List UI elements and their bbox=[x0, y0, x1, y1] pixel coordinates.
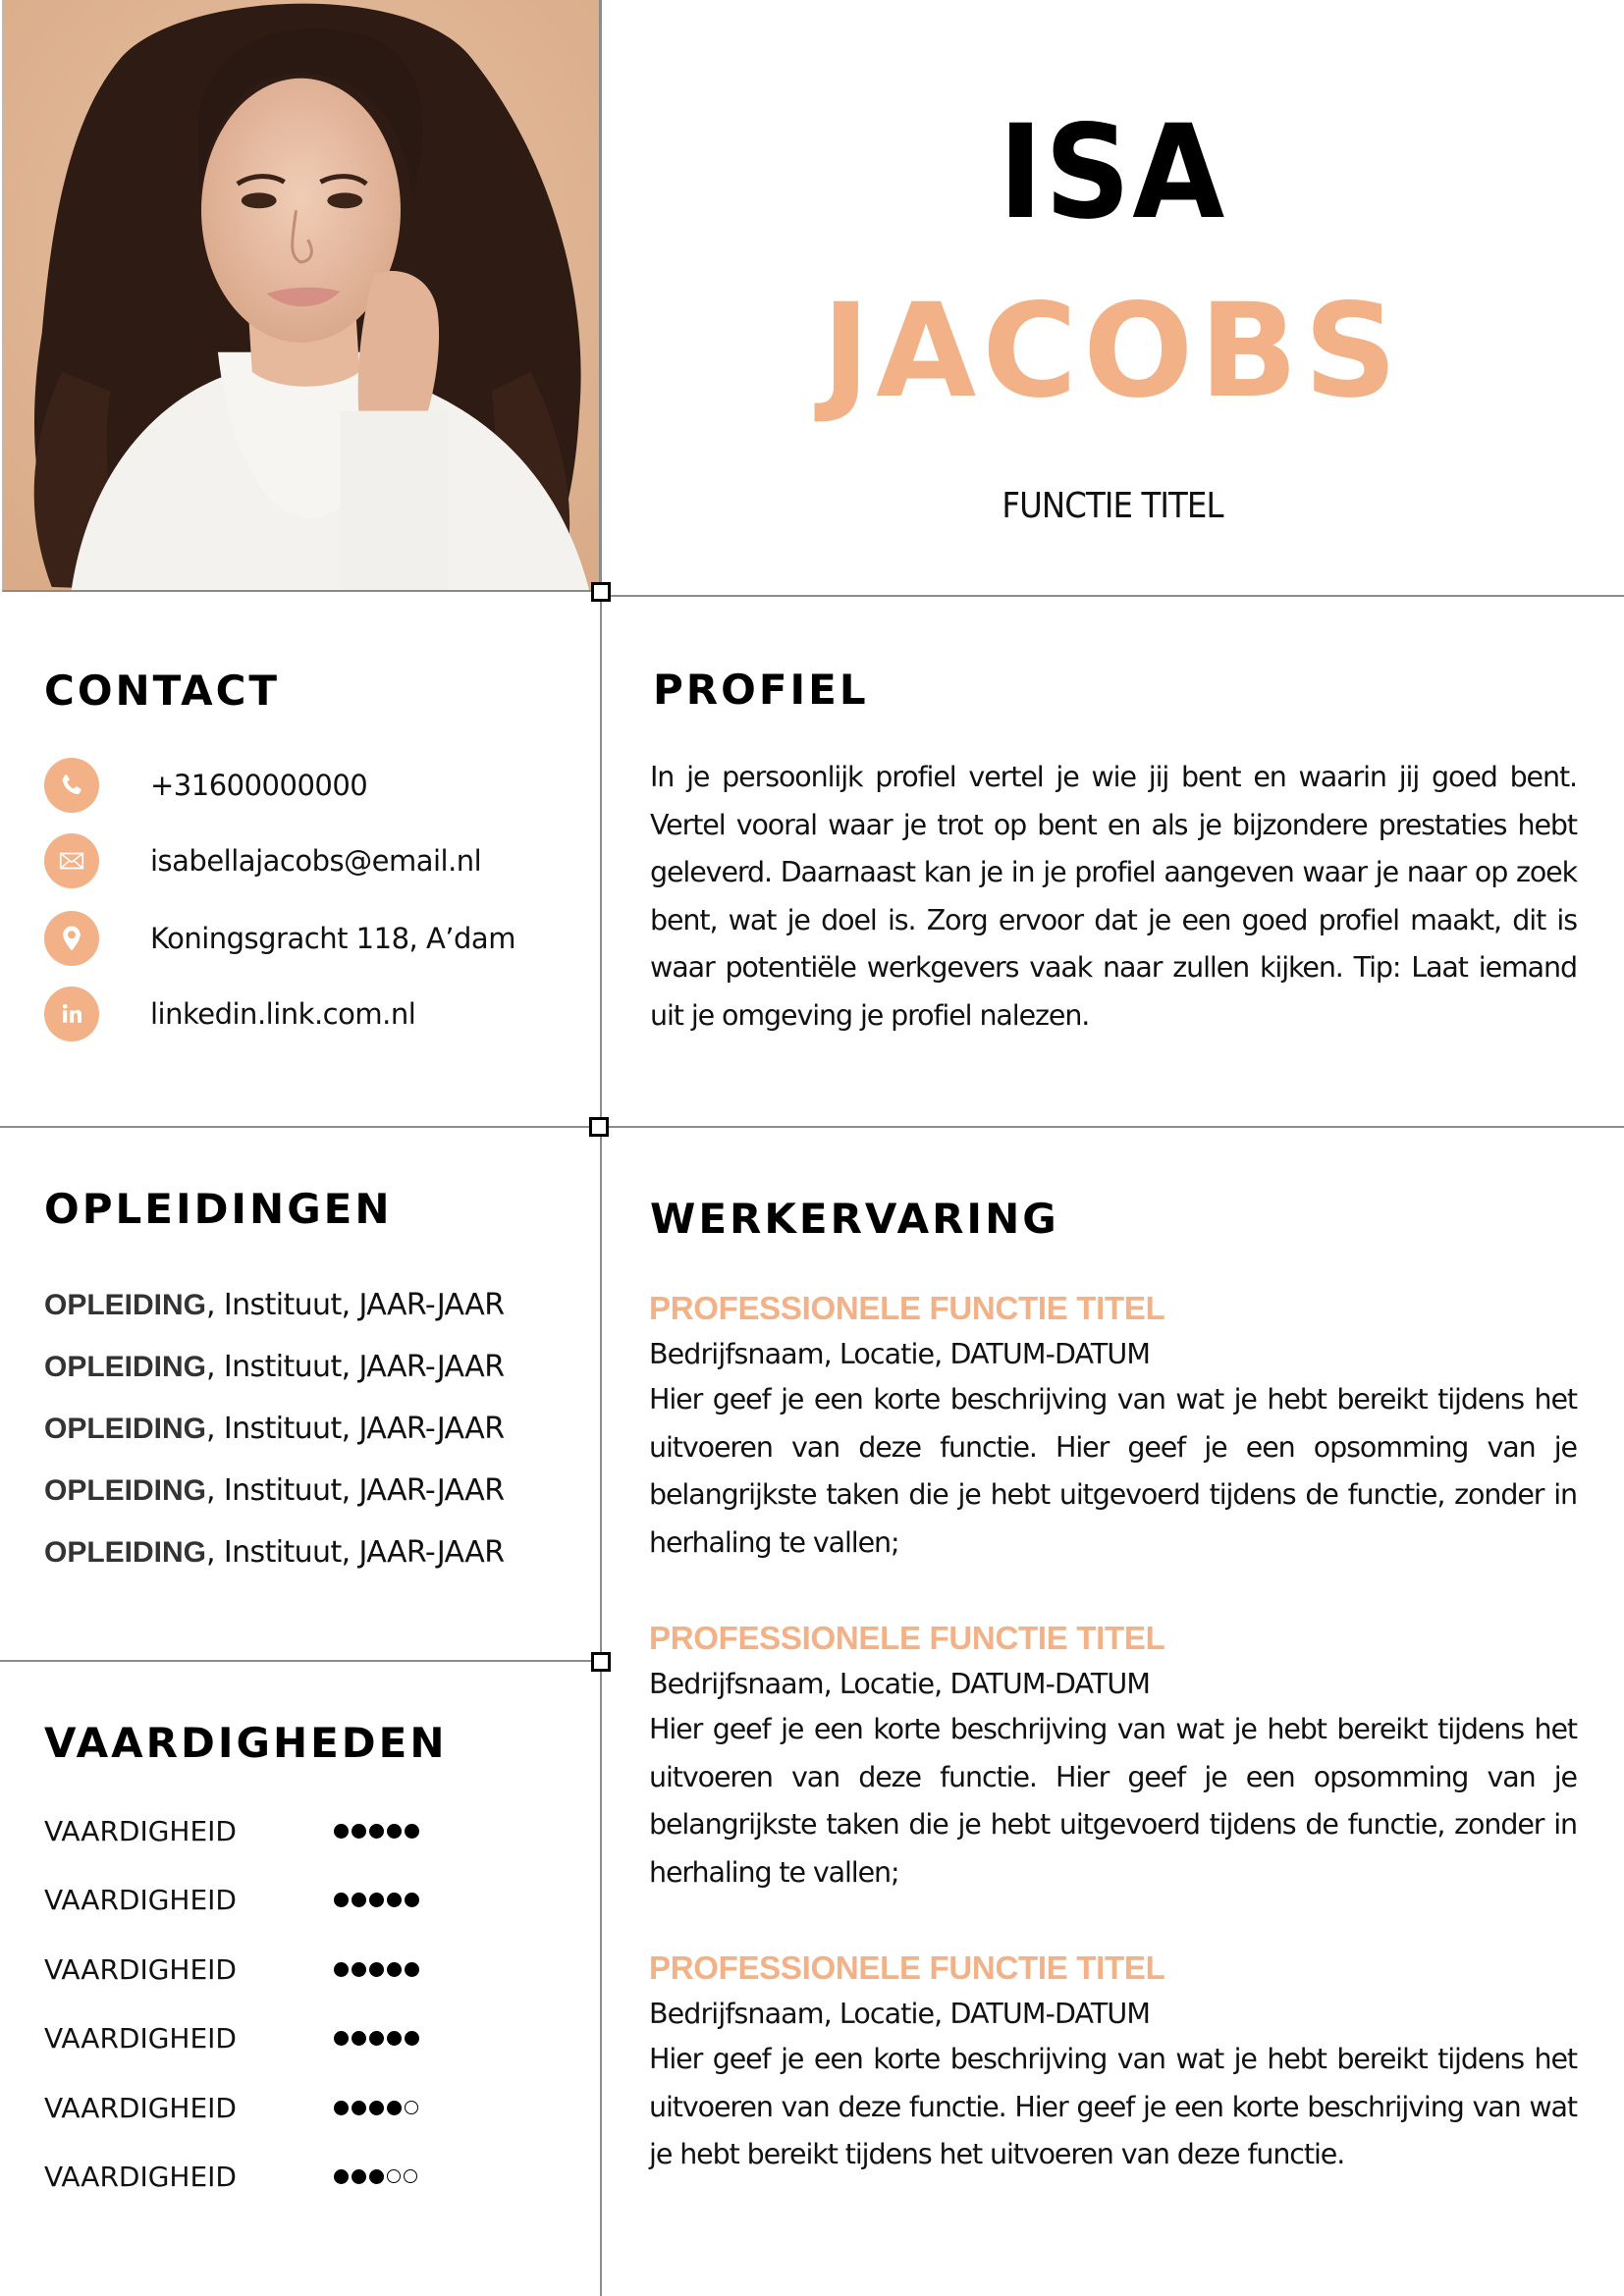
location-pin-icon bbox=[44, 911, 99, 966]
mail-icon bbox=[44, 833, 99, 888]
skills-heading: VAARDIGHEDEN bbox=[44, 1719, 448, 1767]
job-role: PROFESSIONELE FUNCTIE TITEL bbox=[649, 1949, 1165, 1986]
education-item bbox=[44, 1274, 594, 1336]
contact-address bbox=[44, 901, 594, 975]
skill-name: VAARDIGHEID bbox=[44, 1884, 237, 1917]
skill-row bbox=[44, 1866, 594, 1936]
filled-dot-icon bbox=[405, 1962, 419, 1977]
filled-dot-icon bbox=[334, 1824, 349, 1839]
filled-dot-icon bbox=[387, 2101, 402, 2115]
job-meta: Bedrijfsnaam, Locatie, DATUM-DATUM bbox=[649, 1668, 1151, 1700]
filled-dot-icon bbox=[352, 1824, 366, 1839]
education-degree: OPLEIDING bbox=[44, 1474, 207, 1507]
education-degree: OPLEIDING bbox=[44, 1351, 207, 1383]
resize-handle[interactable] bbox=[591, 1652, 611, 1672]
skill-rating bbox=[334, 1893, 419, 1907]
education-heading: OPLEIDINGEN bbox=[44, 1185, 393, 1233]
filled-dot-icon bbox=[369, 2101, 384, 2115]
filled-dot-icon bbox=[369, 2169, 384, 2184]
education-degree: OPLEIDING bbox=[44, 1536, 207, 1569]
skill-rating bbox=[334, 2101, 418, 2115]
profile-photo bbox=[2, 0, 601, 592]
empty-dot-icon bbox=[405, 2101, 418, 2114]
education-details: , Instituut, JAAR-JAAR bbox=[206, 1350, 505, 1384]
contact-phone bbox=[44, 748, 594, 822]
section-divider bbox=[0, 1126, 1624, 1128]
filled-dot-icon bbox=[387, 1824, 402, 1839]
filled-dot-icon bbox=[369, 1893, 384, 1907]
contact-address-text: Koningsgracht 118, A’dam bbox=[150, 921, 515, 955]
skills-list bbox=[44, 1796, 594, 2212]
header-divider bbox=[602, 595, 1624, 597]
job-entry bbox=[649, 1284, 1577, 1567]
skill-row bbox=[44, 2073, 594, 2143]
filled-dot-icon bbox=[352, 2169, 366, 2184]
filled-dot-icon bbox=[334, 2031, 349, 2046]
filled-dot-icon bbox=[387, 1893, 402, 1907]
filled-dot-icon bbox=[405, 1824, 419, 1839]
skill-name: VAARDIGHEID bbox=[44, 1814, 237, 1847]
skill-row bbox=[44, 1796, 594, 1866]
first-name: ISA bbox=[998, 97, 1227, 248]
education-item bbox=[44, 1398, 594, 1460]
education-degree: OPLEIDING bbox=[44, 1289, 207, 1321]
work-list bbox=[649, 1284, 1577, 2226]
filled-dot-icon bbox=[352, 2101, 366, 2115]
filled-dot-icon bbox=[405, 2031, 419, 2046]
sidebar-divider bbox=[0, 1660, 601, 1662]
contact-linkedin-text[interactable]: linkedin.link.com.nl bbox=[150, 996, 416, 1031]
skill-rating bbox=[334, 2169, 417, 2184]
job-role: PROFESSIONELE FUNCTIE TITEL bbox=[649, 1620, 1165, 1656]
skill-rating bbox=[334, 1962, 419, 1977]
education-degree: OPLEIDING bbox=[44, 1413, 207, 1445]
filled-dot-icon bbox=[352, 2031, 366, 2046]
filled-dot-icon bbox=[387, 2031, 402, 2046]
contact-linkedin bbox=[44, 977, 594, 1050]
filled-dot-icon bbox=[352, 1962, 366, 1977]
skill-name: VAARDIGHEID bbox=[44, 2022, 237, 2056]
education-item bbox=[44, 1460, 594, 1522]
profile-text: In je persoonlijk profiel vertel je wie jij bent en waarin jij goed bent. Vertel vooral waar je trot op bent en als je bijzondere prestaties hebt geleverd. Daarnaast kan je in je profiel aangeven waar je naar op zoek bent, wat je doel is. Zorg ervoor dat je een goed profiel maakt, dit is waar potentiële werkgevers vaak naar zullen kijken. Tip: Laat iemand uit je omgeving je profiel nalezen. bbox=[650, 761, 1577, 1032]
contact-list bbox=[44, 748, 594, 1052]
contact-email bbox=[44, 824, 594, 897]
skill-name: VAARDIGHEID bbox=[44, 2161, 237, 2194]
portrait-image bbox=[3, 0, 599, 590]
phone-icon bbox=[44, 758, 99, 813]
resize-handle[interactable] bbox=[589, 1117, 609, 1137]
contact-phone-text: +31600000000 bbox=[150, 768, 368, 802]
skill-rating bbox=[334, 1824, 419, 1839]
education-item bbox=[44, 1336, 594, 1398]
job-entry bbox=[649, 1614, 1577, 1896]
job-role: PROFESSIONELE FUNCTIE TITEL bbox=[649, 1290, 1165, 1326]
education-details: , Instituut, JAAR-JAAR bbox=[206, 1473, 505, 1508]
empty-dot-icon bbox=[404, 2169, 417, 2183]
job-description: Hier geef je een korte beschrijving van wat je hebt bereikt tijdens het uitvoeren van deze functie. Hier geef je een opsomming van je belangrijkste taken die je hebt uitgevoerd tijdens de functie, zonder in herhaling te vallen; bbox=[649, 1713, 1577, 1889]
skill-row bbox=[44, 2143, 594, 2213]
education-details: , Instituut, JAAR-JAAR bbox=[206, 1535, 505, 1570]
job-meta: Bedrijfsnaam, Locatie, DATUM-DATUM bbox=[649, 1998, 1151, 2030]
job-meta: Bedrijfsnaam, Locatie, DATUM-DATUM bbox=[649, 1338, 1151, 1370]
skill-name: VAARDIGHEID bbox=[44, 2091, 237, 2124]
education-item bbox=[44, 1522, 594, 1583]
resize-handle[interactable] bbox=[591, 582, 611, 602]
skill-row bbox=[44, 2004, 594, 2074]
education-list bbox=[44, 1274, 594, 1583]
filled-dot-icon bbox=[334, 2101, 349, 2115]
filled-dot-icon bbox=[334, 1893, 349, 1907]
contact-heading: CONTACT bbox=[44, 667, 281, 715]
contact-email-text: isabellajacobs@email.nl bbox=[150, 843, 482, 878]
filled-dot-icon bbox=[369, 2031, 384, 2046]
job-title: FUNCTIE TITEL bbox=[1001, 486, 1223, 526]
filled-dot-icon bbox=[387, 1962, 402, 1977]
job-description: Hier geef je een korte beschrijving van wat je hebt bereikt tijdens het uitvoeren van deze functie. Hier geef je een opsomming van je belangrijkste taken die je hebt uitgevoerd tijdens de functie, zonder in herhaling te vallen; bbox=[649, 1383, 1577, 1559]
filled-dot-icon bbox=[334, 1962, 349, 1977]
filled-dot-icon bbox=[352, 1893, 366, 1907]
filled-dot-icon bbox=[405, 1893, 419, 1907]
education-details: , Instituut, JAAR-JAAR bbox=[206, 1288, 505, 1322]
last-name: JACOBS bbox=[821, 276, 1404, 427]
filled-dot-icon bbox=[334, 2169, 349, 2184]
filled-dot-icon bbox=[369, 1824, 384, 1839]
profile-heading: PROFIEL bbox=[653, 666, 869, 714]
skill-row bbox=[44, 1935, 594, 2004]
skill-rating bbox=[334, 2031, 419, 2046]
skill-name: VAARDIGHEID bbox=[44, 1952, 237, 1986]
empty-dot-icon bbox=[387, 2169, 401, 2183]
filled-dot-icon bbox=[369, 1962, 384, 1977]
work-heading: WERKERVARING bbox=[650, 1195, 1059, 1243]
education-details: , Instituut, JAAR-JAAR bbox=[206, 1412, 505, 1446]
linkedin-icon bbox=[44, 987, 99, 1041]
job-description: Hier geef je een korte beschrijving van wat je hebt bereikt tijdens het uitvoeren van deze functie. Hier geef je een korte beschrijving van wat je hebt bereikt tijdens het uitvoeren van deze functie. bbox=[649, 2043, 1577, 2170]
job-entry bbox=[649, 1944, 1577, 2179]
